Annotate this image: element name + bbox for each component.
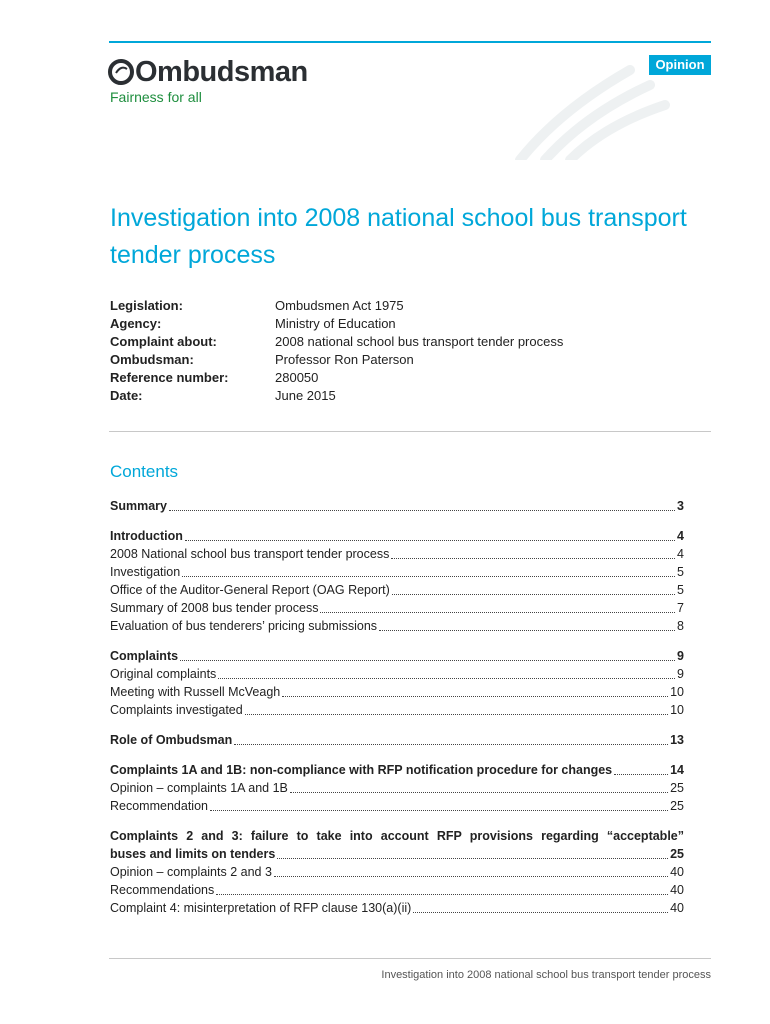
toc-entry[interactable]: [110, 797, 684, 815]
toc-entry-text: Meeting with Russell McVeagh: [110, 685, 281, 699]
toc-entry-text: Complaints investigated: [110, 703, 243, 717]
toc-page-number: 5: [677, 583, 684, 597]
toc-page-number: 25: [670, 847, 684, 861]
section-divider: [109, 431, 711, 432]
toc-group: [110, 527, 684, 635]
page-footer: Investigation into 2008 national school bus transport tender process: [381, 969, 711, 981]
toc-group: [110, 647, 684, 719]
toc-page-number: 3: [677, 499, 684, 513]
toc-entry-heading[interactable]: [110, 731, 684, 749]
toc-page-number: 10: [670, 685, 684, 699]
toc-entry[interactable]: [110, 899, 684, 917]
toc-group: [110, 497, 684, 515]
meta-row: [110, 351, 710, 369]
toc-leader-dots: [379, 630, 675, 631]
toc-leader-dots: [392, 594, 675, 595]
toc-leader-dots: [320, 612, 675, 613]
opinion-badge: Opinion: [649, 55, 711, 75]
toc-entry-heading[interactable]: [110, 497, 684, 515]
toc-page-number: 40: [670, 865, 684, 879]
toc-leader-dots: [169, 510, 675, 511]
toc-entry[interactable]: [110, 779, 684, 797]
toc-page-number: 8: [677, 619, 684, 633]
toc-leader-dots: [274, 876, 668, 877]
meta-value: June 2015: [275, 388, 336, 403]
table-of-contents: [110, 497, 684, 929]
toc-entry-text: Role of Ombudsman: [110, 733, 233, 747]
toc-entry-text: Summary of 2008 bus tender process: [110, 601, 319, 615]
toc-page-number: 25: [670, 799, 684, 813]
toc-entry[interactable]: [110, 599, 684, 617]
toc-page-number: 14: [670, 763, 684, 777]
toc-leader-dots: [391, 558, 675, 559]
toc-entry[interactable]: [110, 617, 684, 635]
top-divider: [109, 41, 711, 43]
ombudsman-logo: [108, 55, 308, 89]
toc-page-number: 40: [670, 883, 684, 897]
toc-page-number: 9: [677, 667, 684, 681]
toc-leader-dots: [277, 858, 668, 859]
meta-value: Professor Ron Paterson: [275, 352, 414, 367]
meta-row: [110, 297, 710, 315]
footer-divider: [109, 958, 711, 959]
toc-page-number: 10: [670, 703, 684, 717]
toc-entry-text: Complaints 1A and 1B: non-compliance with RFP notification procedure for changes: [110, 763, 613, 777]
document-title: Investigation into 2008 national school bus transport tender process: [110, 204, 687, 269]
meta-value: 280050: [275, 370, 319, 385]
meta-label: Ombudsman:: [110, 352, 194, 367]
toc-entry-text: Complaint 4: misinterpretation of RFP clause 130(a)(ii): [110, 901, 412, 915]
logo-text: Ombudsman: [135, 56, 308, 88]
metadata-table: [110, 297, 710, 405]
fern-logo-icon: [108, 59, 134, 85]
meta-label: Date:: [110, 388, 143, 403]
meta-value: Ministry of Education: [275, 316, 396, 331]
meta-label: Reference number:: [110, 370, 229, 385]
toc-entry-text: Opinion – complaints 1A and 1B: [110, 781, 288, 795]
toc-leader-dots: [185, 540, 675, 541]
toc-entry-text: 2008 National school bus transport tender process: [110, 547, 390, 561]
toc-page-number: 9: [677, 649, 684, 663]
toc-page-number: 5: [677, 565, 684, 579]
toc-entry-heading[interactable]: [110, 845, 684, 863]
toc-leader-dots: [245, 714, 668, 715]
toc-entry-text: Evaluation of bus tenderers’ pricing submissions: [110, 619, 378, 633]
toc-page-number: 4: [677, 529, 684, 543]
toc-entry[interactable]: [110, 683, 684, 701]
toc-leader-dots: [182, 576, 675, 577]
toc-entry[interactable]: [110, 563, 684, 581]
toc-entry-text: Opinion – complaints 2 and 3: [110, 865, 272, 879]
toc-group: [110, 731, 684, 749]
meta-row: [110, 315, 710, 333]
toc-group: [110, 761, 684, 815]
meta-value: 2008 national school bus transport tender process: [275, 334, 564, 349]
toc-leader-dots: [180, 660, 675, 661]
meta-label: Agency:: [110, 316, 162, 331]
toc-entry-text: Original complaints: [110, 667, 217, 681]
toc-leader-dots: [216, 894, 668, 895]
toc-entry-text: Recommendation: [110, 799, 208, 813]
meta-row: [110, 387, 710, 405]
toc-entry[interactable]: [110, 665, 684, 683]
toc-leader-dots: [614, 774, 668, 775]
meta-label: Complaint about:: [110, 334, 217, 349]
toc-group: [110, 827, 684, 917]
toc-page-number: 13: [670, 733, 684, 747]
toc-leader-dots: [210, 810, 668, 811]
meta-value: Ombudsmen Act 1975: [275, 298, 404, 313]
toc-entry-text: Recommendations: [110, 883, 215, 897]
toc-page-number: 40: [670, 901, 684, 915]
toc-entry-heading[interactable]: Complaints 2 and 3: failure to take into account RFP provisions regarding “acceptable”: [110, 829, 684, 843]
meta-row: [110, 369, 710, 387]
toc-leader-dots: [234, 744, 668, 745]
toc-entry[interactable]: [110, 701, 684, 719]
toc-entry-text: Investigation: [110, 565, 181, 579]
meta-label: Legislation:: [110, 298, 183, 313]
toc-leader-dots: [413, 912, 668, 913]
toc-entry-text: buses and limits on tenders: [110, 847, 276, 861]
toc-page-number: 7: [677, 601, 684, 615]
toc-entry-text: Complaints: [110, 649, 179, 663]
toc-page-number: 4: [677, 547, 684, 561]
toc-entry[interactable]: [110, 581, 684, 599]
toc-entry[interactable]: [110, 881, 684, 899]
toc-leader-dots: [218, 678, 675, 679]
meta-row: [110, 333, 710, 351]
toc-entry[interactable]: [110, 545, 684, 563]
toc-entry-text: Office of the Auditor-General Report (OAG Report): [110, 583, 390, 597]
toc-entry[interactable]: [110, 863, 684, 881]
tagline: Fairness for all: [110, 89, 202, 105]
toc-leader-dots: [290, 792, 668, 793]
toc-entry-text: Introduction: [110, 529, 183, 543]
toc-leader-dots: [282, 696, 668, 697]
toc-entry-heading[interactable]: [110, 761, 684, 779]
toc-entry-heading[interactable]: [110, 527, 684, 545]
toc-page-number: 25: [670, 781, 684, 795]
contents-heading: Contents: [110, 462, 179, 481]
toc-entry-heading[interactable]: [110, 647, 684, 665]
toc-entry-text: Summary: [110, 499, 167, 513]
